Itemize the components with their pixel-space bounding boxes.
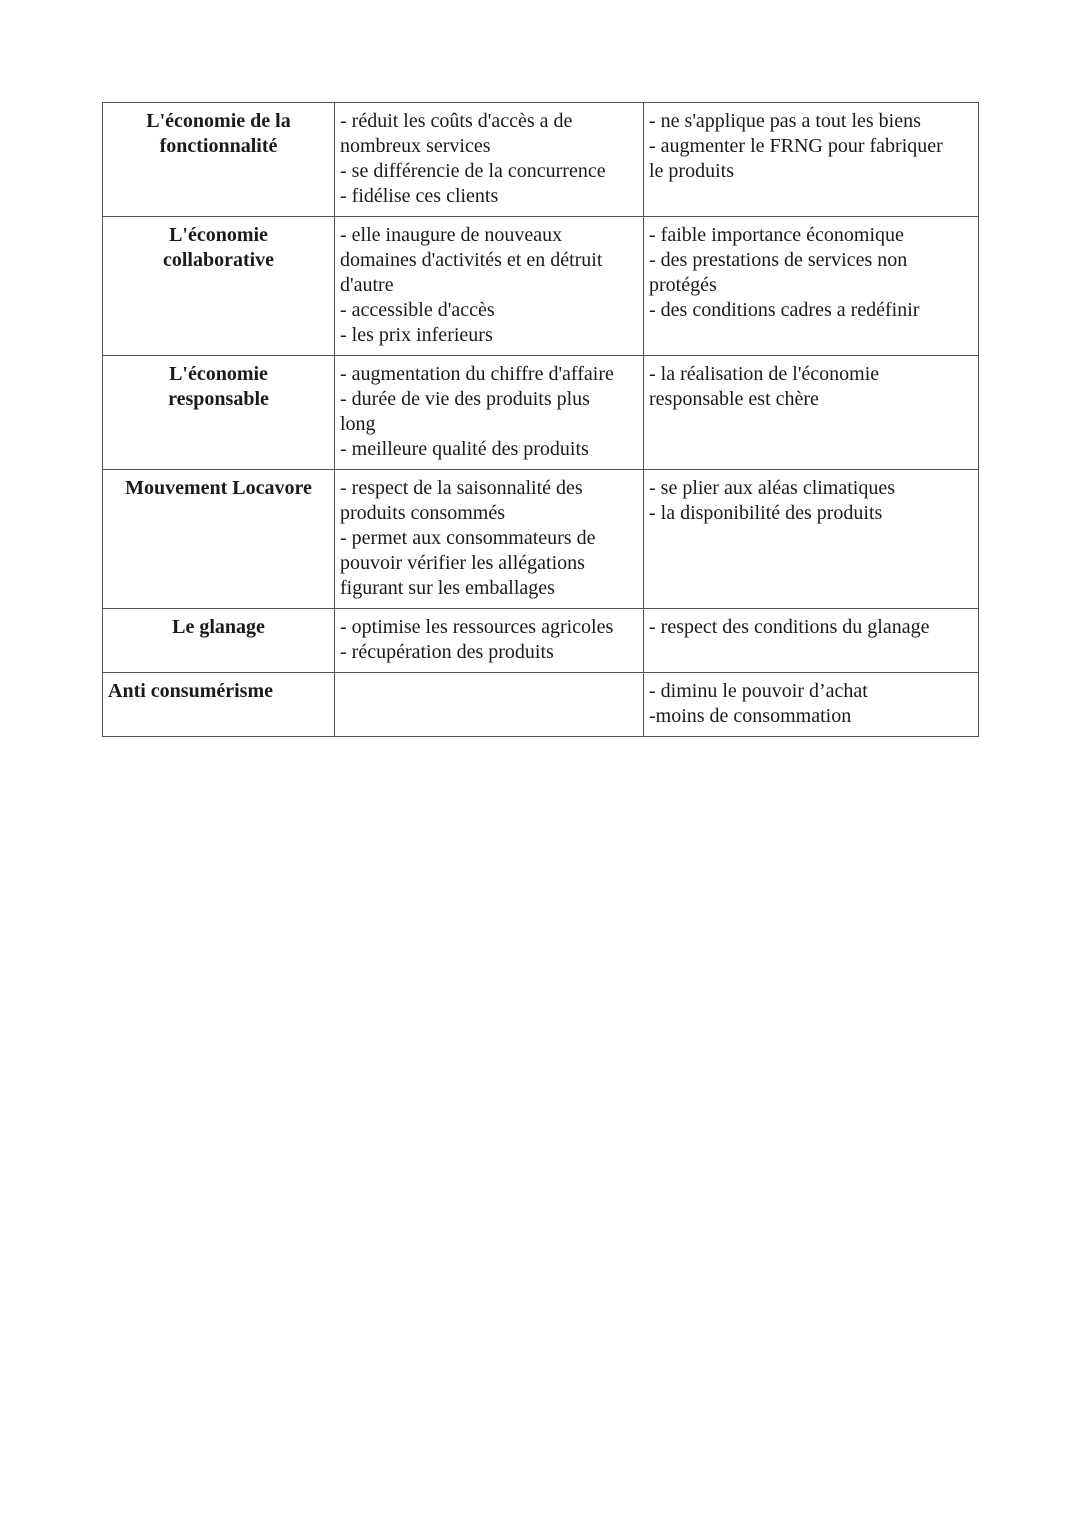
disadvantages-cell <box>644 673 979 737</box>
table-row <box>103 673 979 737</box>
disadvantage-line: -moins de consommation <box>649 705 852 727</box>
concept-line: collaborative <box>162 249 275 271</box>
disadvantage-line: - augmenter le FRNG pour fabriquer <box>649 135 943 157</box>
concept-line: L'économie de la <box>146 110 291 132</box>
advantage-line: - meilleure qualité des produits <box>340 438 589 460</box>
advantage-line: - augmentation du chiffre d'affaire <box>340 363 614 385</box>
advantage-line: - récupération des produits <box>340 641 554 663</box>
disadvantage-line: le produits <box>649 160 734 182</box>
table-row <box>103 217 979 356</box>
advantage-line: - respect de la saisonnalité des <box>340 477 583 499</box>
disadvantage-line: - ne s'applique pas a tout les biens <box>649 110 921 132</box>
advantage-line: - réduit les coûts d'accès a de <box>340 110 573 132</box>
disadvantages-cell <box>644 103 979 217</box>
advantage-line: produits consommés <box>340 502 505 524</box>
advantages-cell <box>335 217 644 356</box>
disadvantage-line: - des conditions cadres a redéfinir <box>649 299 920 321</box>
advantage-line: pouvoir vérifier les allégations <box>340 552 585 574</box>
advantage-line: - accessible d'accès <box>340 299 495 321</box>
disadvantage-line: - diminu le pouvoir d’achat <box>649 680 868 702</box>
advantage-line: d'autre <box>340 274 394 296</box>
disadvantage-line: - la réalisation de l'économie <box>649 363 880 385</box>
concept-line: fonctionnalité <box>159 135 278 157</box>
concept-cell <box>103 217 335 356</box>
advantage-line: - fidélise ces clients <box>340 185 499 207</box>
disadvantages-cell <box>644 470 979 609</box>
advantage-line: - optimise les ressources agricoles <box>340 616 614 638</box>
concept-line: Anti consumérisme <box>108 680 273 702</box>
table-row <box>103 356 979 470</box>
concept-line: L'économie <box>169 224 268 246</box>
advantages-cell <box>335 609 644 673</box>
concept-line: responsable <box>168 388 269 410</box>
advantage-line: figurant sur les emballages <box>340 577 555 599</box>
disadvantage-line: protégés <box>649 274 717 296</box>
advantages-cell <box>335 103 644 217</box>
disadvantage-line: - la disponibilité des produits <box>649 502 883 524</box>
advantages-cell <box>335 673 644 737</box>
advantage-line: - durée de vie des produits plus <box>340 388 590 410</box>
concept-line: Le glanage <box>172 616 265 638</box>
concept-line: Mouvement Locavore <box>125 477 312 499</box>
advantage-line: - se différencie de la concurrence <box>340 160 606 182</box>
advantage-line: nombreux services <box>340 135 491 157</box>
advantage-line: domaines d'activités et en détruit <box>340 249 603 271</box>
disadvantages-cell <box>644 356 979 470</box>
disadvantages-cell <box>644 217 979 356</box>
disadvantage-line: - respect des conditions du glanage <box>649 616 930 638</box>
concept-cell <box>103 609 335 673</box>
disadvantage-line: - faible importance économique <box>649 224 904 246</box>
advantage-line: - permet aux consommateurs de <box>340 527 596 549</box>
concept-line: L'économie <box>169 363 268 385</box>
disadvantage-line: - se plier aux aléas climatiques <box>649 477 896 499</box>
concept-cell <box>103 470 335 609</box>
table-row <box>103 103 979 217</box>
advantage-line: - les prix inferieurs <box>340 324 493 346</box>
concept-cell <box>103 103 335 217</box>
advantage-line: long <box>340 413 376 435</box>
comparison-table <box>102 102 979 737</box>
concept-cell <box>103 673 335 737</box>
disadvantages-cell <box>644 609 979 673</box>
table-row <box>103 470 979 609</box>
advantages-cell <box>335 470 644 609</box>
table-row <box>103 609 979 673</box>
advantages-cell <box>335 356 644 470</box>
concept-cell <box>103 356 335 470</box>
advantage-line: - elle inaugure de nouveaux <box>340 224 563 246</box>
disadvantage-line: responsable est chère <box>649 388 819 410</box>
disadvantage-line: - des prestations de services non <box>649 249 908 271</box>
